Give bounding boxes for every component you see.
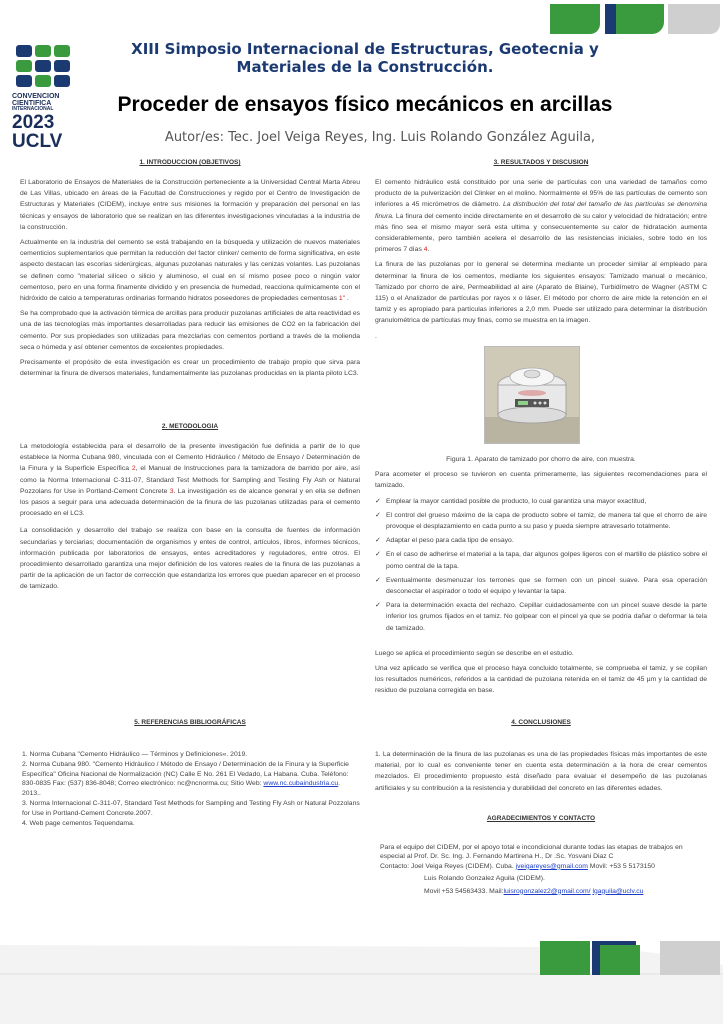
reference-2 <box>22 760 360 799</box>
conference-title: XIII Simposio Internacional de Estructuras, Geotecnia y Materiales de la Construcción. <box>131 40 599 76</box>
recommendation-item: ✓ Eventualmente desmenuzar los terrones que se formen con un pincel suave. Para esa operación desconectar el aspirador o todo el equipo y levantar la tapa. <box>375 575 707 597</box>
intro-section-title: 1. INTRODUCCION (OBJETIVOS) <box>139 159 241 166</box>
intro-section-body <box>20 177 360 383</box>
results-paragraph-5: Una vez aplicado se verifica que el proceso haya concluido totalmente, se comprueba el tamiz, y se copilan los resultados numéricos, referidos a la cantidad de puzolana retenida en el tamiz de 45 µm y la cantidad de residuo de puzolana corregida en base. <box>375 665 707 695</box>
references-list <box>22 750 360 828</box>
results-section-title: 3. RESULTADOS Y DISCUSION <box>493 159 589 166</box>
ack-phone-1: Movil: +53 5 5173150 <box>587 862 655 870</box>
logo-line-1: CONVENCION <box>12 93 60 100</box>
email-link-1[interactable]: jveigareyes@gmail.com <box>515 862 588 870</box>
recommendations-list <box>375 496 707 634</box>
air-jet-sieve-photo <box>484 346 580 444</box>
intro-paragraph-2: Actualmente en la industria del cemento se está trabajando en la búsqueda y utilización de nuevos materiales cementicios suplementarios que permitan la reducción del factor clinker/ cemento de forma significativa, en este aspecto destacan las escorias siderúrgicas, algunas puzolanas naturales y las cenizas volantes. Las puzolanas se definen como "material silíceo o silicio y aluminoso, el cual en sí mismo posee poco o ningún valor cementoso, pero en una forma finamente dividido y en presencia de humedad, reacciona químicamente con el hidróxido de calcio a temperaturas ordinarias formando hidratos poseedores de propiedades cementosas 1" . <box>20 239 360 303</box>
method-p1-a: La metodología establecida para el desarrollo de la presente investigación fue definida a partir de lo que establece la Norma Cubana 980, vinculada con el Cemento Hidráulico / Método de Ensayo / Determinación de la Finura y la Superficie Específica <box>20 443 360 473</box>
email-link-3[interactable]: lgaguila@uclv.cu <box>592 887 644 895</box>
ack-line-2 <box>380 862 707 871</box>
results-p1-a: El cemento hidráulico está constituido por una serie de partículas con una variedad de tamaños como producto de la pulverización del Clinker en el molino. Normalmente el 95% de las partículas de cemento son inferiores a 45 micrómetros de diámetro. <box>375 179 707 209</box>
uclv-2023-logo <box>12 45 72 151</box>
recommendation-item: ✓ El control del grueso máximo de la capa de producto sobre el tamiz, de manera tal que el chorro de aire provoque el desplazamiento en cada punto a su paso y pueda siempre atravesarlo totalmente. <box>375 510 707 532</box>
header-deco-gray <box>668 4 720 34</box>
recommendation-item: ✓ En el caso de adherirse el material a la tapa, dar algunos golpes ligeros con el martillo de plástico sobre el pomo central de la tapa. <box>375 549 707 571</box>
ack-section-title: AGRADECIMIENTOS Y CONTACTO <box>486 815 596 822</box>
ack-contact-1: Contacto: Joel Veiga Reyes (CIDEM). Cuba. <box>380 862 516 870</box>
method-paragraph-2: La consolidación y desarrollo del trabajo se realiza con base en la consulta de fuentes de información secundarias y terciarias; documentación de organismos y entes de control, artículos, libros, informes técnicos, información publicada por laboratorios de ensayos, entes acreditadores y reguladores, entre otros. El procedimiento desarrollado garantiza una mejor definición de los valores reales de la finura de las puzolanas a partir de la aplicación de un factor de corrección que estandariza los errores que puedan aparecer en el proceso de tamizado. <box>20 527 360 591</box>
results-paragraph-2: La finura de las puzolanas por lo general se determina mediante un proceder similar al empleado para determinar la finura de los cementos, mediante los siguientes ensayos: Tamizado manual o mecánico, Tamizado por chorro de aire, Permeabilidad al aire (Aparato de Blaine), Turbidímetro de Wagner (ASTM C 115) o el Analizador de partículas por rayos x o láser. El método por chorro de aire mide la retención en el tamiz y es apropiado para partículas inferiores a 2,0 mm. Puede ser utilizado para determinar la distribución granulométrica de partículas muy finas, como se muestra en la imagen. <box>375 261 707 325</box>
header-deco-green-1 <box>550 4 600 34</box>
ack-contact-2: Movil +53 54563433. Mail: <box>424 887 504 895</box>
reference-2-link[interactable]: www.nc.cubaindustria.cu <box>263 780 339 788</box>
results-section-body <box>375 177 707 346</box>
intro-paragraph-4: Precisamente el propósito de esta investigación es crear un procedimiento de trabajo propio que sirva para determinar la finura de diversos materiales, fundamentalmente las puzolanas producidas en la planta piloto LC3. <box>20 359 360 378</box>
results-section-body-2 <box>375 454 707 701</box>
intro-paragraph-3: Se ha comprobado que la activación térmica de arcillas para producir puzolanas artificiales de alta reactividad es una de las tecnologías más importantes desarrolladas para reducir las emisiones de CO2 en la fabricación del cemento. Por sus propiedades son utilizadas para mezclarlas con cementos portland a través de la molienda seca o húmeda y así obtener cementos de excelentes propiedades. <box>20 310 360 351</box>
intro-paragraph-2-text: Actualmente en la industria del cemento se está trabajando en la búsqueda y utilización de nuevos materiales cementicios suplementarios que permitan la reducción del factor clinker/ cemento de forma significativa, en este aspecto destacan las escorias siderúrgicas, algunas puzolanas naturales y las cenizas volantes. Las puzolanas se definen como "material silíceo o silicio y aluminoso, el cual en sí mismo posee poco o ningún valor cementoso, pero en una forma finamente dividido y en presencia de humedad, reacciona químicamente con el hidróxido de calcio a temperaturas ordinarias formando hidratos poseedores de propiedades cementosas <box>20 239 360 303</box>
logo-line-3: INTERNACIONAL <box>12 106 54 112</box>
logo-line-2: CIENTIFICA <box>12 100 52 107</box>
ref-2: 2 <box>131 465 136 473</box>
recommendation-item: ✓ Para la determinación exacta del rechazo. Cepillar cuidadosamente con un pincel suave desde la parte inferior los grumos fijados en el tamiz. No golpear con el pincel ya que se podría dañar o deformar la tela de tamizado. <box>375 600 707 634</box>
ref-4: 4 <box>423 246 428 254</box>
conclusion-1: 1. La determinación de la finura de las puzolanas es una de las propiedades físicas más importantes de este material, por lo cual es conveniente tener en cuenta esta determinación a la hora de crear cementos mezclados. El procedimiento propuesto está diseñado para evaluar el desempeño de las puzolanas artificiales y su contribución a la resistencia y durabilidad del concreto en las diferentes edades. <box>375 751 707 792</box>
method-section-title: 2. METODOLOGIA <box>161 423 219 430</box>
results-paragraph-4: Luego se aplica el procedimiento según se describe en el estudio. <box>375 649 574 657</box>
poster-title: Proceder de ensayos físico mecánicos en arcillas <box>117 93 613 116</box>
figure-caption: Figura 1. Aparato de tamizado por chorro de aire, con muestra. <box>446 456 636 463</box>
conclusions-section-title: 4. CONCLUSIONES <box>511 719 571 726</box>
results-paragraph-3: Para acometer el proceso se tuvieron en cuenta primeramente, las siguientes recomendaciones para el tamizado. <box>375 471 707 490</box>
intro-paragraph-1: El Laboratorio de Ensayos de Materiales de la Construcción perteneciente a la Universidad Central Marta Abreu de Las Villas, ubicado en áreas de la Facultad de Construcciones y regido por el Centro de Investigación de Estructuras y Materiales (CIDEM), incluye entre sus misiones la formación y preparación del personal en las técnicas y ensayos de laboratorio que se realizan en las diferentes investigaciones vinculadas a la industria de la construcción. <box>20 179 360 231</box>
method-paragraph-1 <box>20 441 360 519</box>
reference-3: 3. Norma Internacional C-311-07, Standard Test Methods for Sampling and Testing Fly Ash or Natural Pozzolans for Use in Portland-Cement Concrete.2007. <box>22 799 360 817</box>
results-dot: . <box>375 332 377 340</box>
method-p1-c: . La investigación es de alcance general y en ella se definen los pasos a seguir para una adecuada determinación de la finura de las puzolanas utilizadas para el cemento procesado en el LC3. <box>20 487 360 518</box>
conclusions-body <box>375 749 707 798</box>
reference-1: 1. Norma Cubana "Cemento Hidráulico — Términos y Definiciones«. 2019. <box>22 751 248 758</box>
header-deco-green-2 <box>616 4 664 34</box>
ack-line-3: Luis Rolando Gonzalez Aguila (CIDEM). <box>424 875 545 883</box>
ack-body <box>380 843 707 896</box>
references-section-title: 5. REFERENCIAS BIBLIOGRÁFICAS <box>134 719 246 726</box>
results-p1-b: La finura del cemento incide directamente en el desarrollo de su calor y velocidad de hidratación; entre más fino sea el mismo mayor será esta ultima y consecuentemente su calor de hidratación aumenta considerablemente, pero también acelera el desarrollo de las resistencias iniciales, sobre todo en los primeros 7 días <box>375 212 707 254</box>
email-link-2[interactable]: luisrogonzalez2@gmail.com/ <box>503 887 591 895</box>
logo-tiles <box>16 45 72 87</box>
ref-1: 1" <box>338 295 346 303</box>
authors-line: Autor/es: Tec. Joel Veiga Reyes, Ing. Luis Rolando González Aguila, <box>164 130 596 145</box>
recommendation-item: ✓ Emplear la mayor cantidad posible de producto, lo cual garantiza una mayor exactitud, <box>375 496 707 507</box>
reference-2-text: 2. Norma Cubana 980. "Cemento Hidráulico / Método de Ensayo / Determinación de la Finura y la Superficie Específica" Oficina Nacional de Normalización (NC) Calle E No. 261 El Vedado, La Habana. Cuba. Teléfono: 830-0835 Fax: (537) 836-8048; Correo electrónico: nc@ncnorma.cu; Sitio Web: <box>22 760 349 788</box>
ref-3: 3 <box>169 487 174 495</box>
logo-year: 2023 <box>12 112 55 133</box>
reference-4: 4. Web page cementos Tequendama. <box>22 819 135 827</box>
reference-2-end: . 2013.. <box>22 780 341 798</box>
logo-uclv: UCLV <box>12 131 63 152</box>
sieve-illustration <box>485 347 579 443</box>
ack-line-4 <box>380 887 707 896</box>
ack-line-1: Para el equipo del CIDEM, por el apoyo total e incondicional durante todas las etapas de trabajos en especial al Prof. Dr. Sc. Ing. J. Fernando Martirena H., Dr .Sc. Yosvani Diaz C <box>380 844 683 861</box>
results-paragraph-1: El cemento hidráulico está constituido por una serie de partículas con una variedad de tamaños como producto de la pulverización del Clinker en el molino. Normalmente el 95% de las partículas de cemento son inferiores a 45 micrómetros de diámetro. La distribución del total del tamaño de las partículas se denomina finura. La finura del cemento incide directamente en el desarrollo de su calor y velocidad de hidratación; entre más fino sea el mismo mayor será esta ultima y consecuentemente su calor de hidratación aumenta considerablemente, pero también acelera el desarrollo de las resistencias iniciales, sobre todo en los primeros 7 días 4. <box>375 179 708 254</box>
method-section-body <box>20 441 360 597</box>
recommendation-item: ✓ Adaptar el peso para cada tipo de ensayo. <box>375 535 707 546</box>
footer-decoration <box>0 935 723 1024</box>
method-p1-b: , el Manual de Instrucciones para la tamizadora de barrido por aire, así como la Norma Internacional C-311-07, Standard Test Methods for Sampling and Testing Fly Ash or Natural Pozzolans for Use in Portland-Cement Concrete <box>20 465 360 495</box>
results-p1-italic: La distribución del total del tamaño de las partículas se denomina finura. <box>375 201 708 220</box>
